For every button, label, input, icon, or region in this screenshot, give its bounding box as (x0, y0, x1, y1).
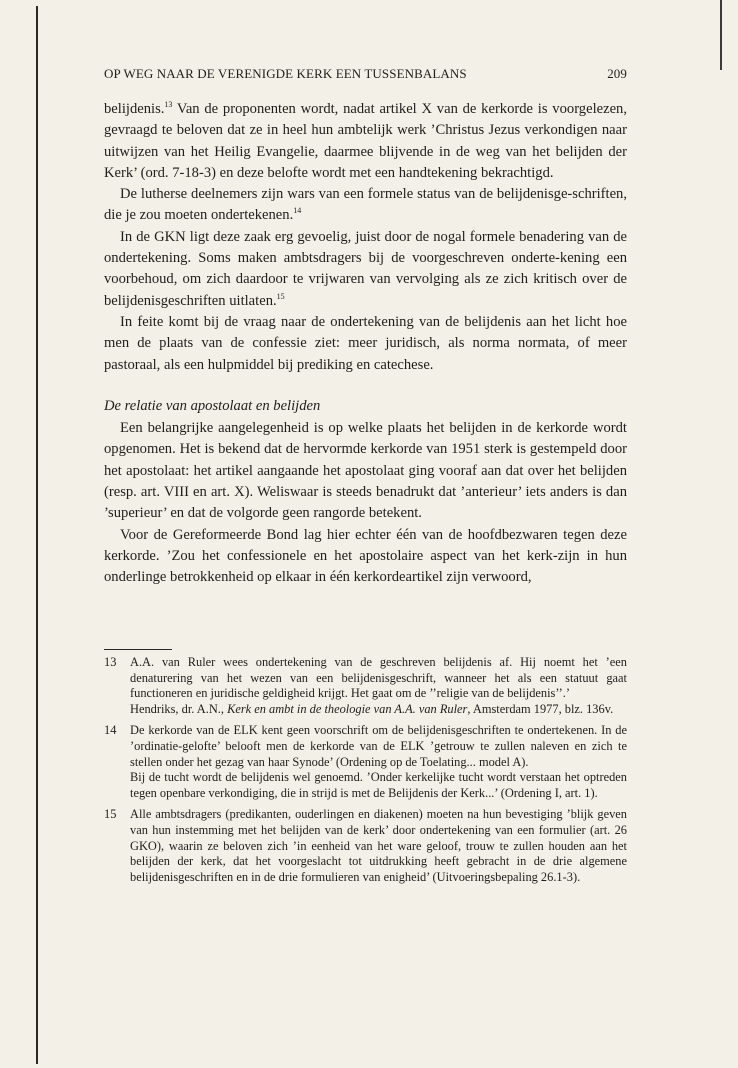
footnote-15: 15 Alle ambtsdragers (predikanten, ouderlingen en diakenen) moeten na hun bevestiging ’blijk geven van hun instemming met het belijden van de kerk’ door ondertekening van een formulier (art. 26 GKO), waarin ze beloven zich ’in eenheid van het ware geloof, trouw te zullen houden aan het belijden der kerk, dat het voorgeslacht tot uitdrukking heeft gebracht in de drie algemene belijdenisgeschriften en in de drie formulieren van enigheid’ (Uitvoeringsbepaling 26.1-3). (104, 807, 627, 884)
page-number: 209 (607, 66, 627, 81)
footnote-ref[interactable]: 13 (164, 100, 173, 109)
running-header (104, 66, 627, 82)
footnotes (104, 655, 627, 891)
paragraph: Een belangrijke aangelegenheid is op welke plaats het belijden in de kerkorde wordt opgenomen. Het is bekend dat de hervormde kerkorde van 1951 sterk is gestempeld door het apostolaat: het artikel aangaande het apostolaat ging vooraf aan dat over het belijden (resp. art. VIII en art. X). Weliswaar is steeds benadrukt dat ’anterieur’ iets anders is dan ’superieur’ en dat de volgorde geen rangorde betekent. (104, 420, 627, 522)
main-text (104, 99, 627, 589)
footnote-number: 15 (104, 807, 117, 822)
section-heading: De relatie van apostolaat en belijden (104, 397, 321, 414)
paragraph: Voor de Gereformeerde Bond lag hier echter één van de hoofdbezwaren tegen deze kerkorde. ’Zou het confessionele en het apostolaire aspect van het kerk-zijn in hun onderlinge betrokkenheid op elkaar in één kerkordeartikel zijn verwoord, (104, 526, 627, 586)
binding-edge (36, 6, 38, 1064)
paragraph: In feite komt bij de vraag naar de ondertekening van de belijdenis aan het licht hoe men de plaats van de confessie ziet: meer juridisch, als norma normata, of meer pastoraal, als een hulpmiddel bij prediking en catechese. (104, 313, 627, 373)
footnote-divider (104, 649, 172, 650)
page-edge-mark (720, 0, 722, 70)
footnote-ref[interactable]: 15 (276, 291, 285, 301)
book-title: Kerk en ambt in de theologie van A.A. van Ruler (227, 701, 468, 716)
footnote-number: 13 (104, 655, 117, 669)
paragraph: De lutherse deelnemers zijn wars van een formele status van de belijdenisge-schriften, die je zou moeten ondertekenen.$^{14}$ (104, 186, 627, 224)
footnote-ref[interactable]: 14 (293, 206, 302, 216)
footnote-14: 14 De kerkorde van de ELK kent geen voorschrift om de belijdenisgeschriften te ondertekenen. In de ’ordinatie-gelofte’ belooft men de kerkorde van de ELK ’getrouw te zullen naleven en zich te stellen onder het gezag van haar Synode’ (Ordening op de Toelating... model A). Bij de tucht wordt de belijdenis wel genoemd. ’Onder kerkelijke tucht wordt verstaan het optreden tegen openbare verkondiging, die in strijd is met de Belijdenis der Kerk...’ (Ordening I, art. 1). (104, 723, 627, 800)
running-title: OP WEG NAAR DE VERENIGDE KERK EEN TUSSENBALANS (104, 66, 467, 81)
paragraph: belijdenis.$^{13}$ Van de proponenten wordt, nadat artikel X van de kerkorde is voorgelezen, gevraagd te beloven dat ze in heel hun ambtelijk werk ’Christus Jezus verkondigen naar uitwijzen van het Heilig Evangelie, daarmee blijvende in de weg van het belijden der Kerk’ (ord. 7-18-3) en deze belofte wordt met een handtekening bekrachtigd. (104, 100, 627, 181)
footnote-13: 13 A.A. van Ruler wees ondertekening van de geschreven belijdenis af. Hij noemt het ’een denaturering van het wezen van een belijdenisgeschrift, wanneer het als een statuut gaat functioneren en juridische geldigheid krijgt. Het gaat om de ’’religie van de belijdenis’’.’ Hendriks, dr. A.N., Kerk en ambt in de theologie van A.A. van Ruler, Amsterdam 1977, blz. 136v. (104, 655, 627, 716)
paragraph: In de GKN ligt deze zaak erg gevoelig, juist door de nogal formele benadering van de ondertekening. Soms maken ambtsdragers bij de voorgeschreven onderte-kening een voorbehoud, om zich daardoor te vrijwaren van vervolging als ze zich kritisch over de belijdenisgeschriften uitlaten.$^{15}$ (104, 228, 627, 309)
footnote-number: 14 (104, 723, 117, 738)
